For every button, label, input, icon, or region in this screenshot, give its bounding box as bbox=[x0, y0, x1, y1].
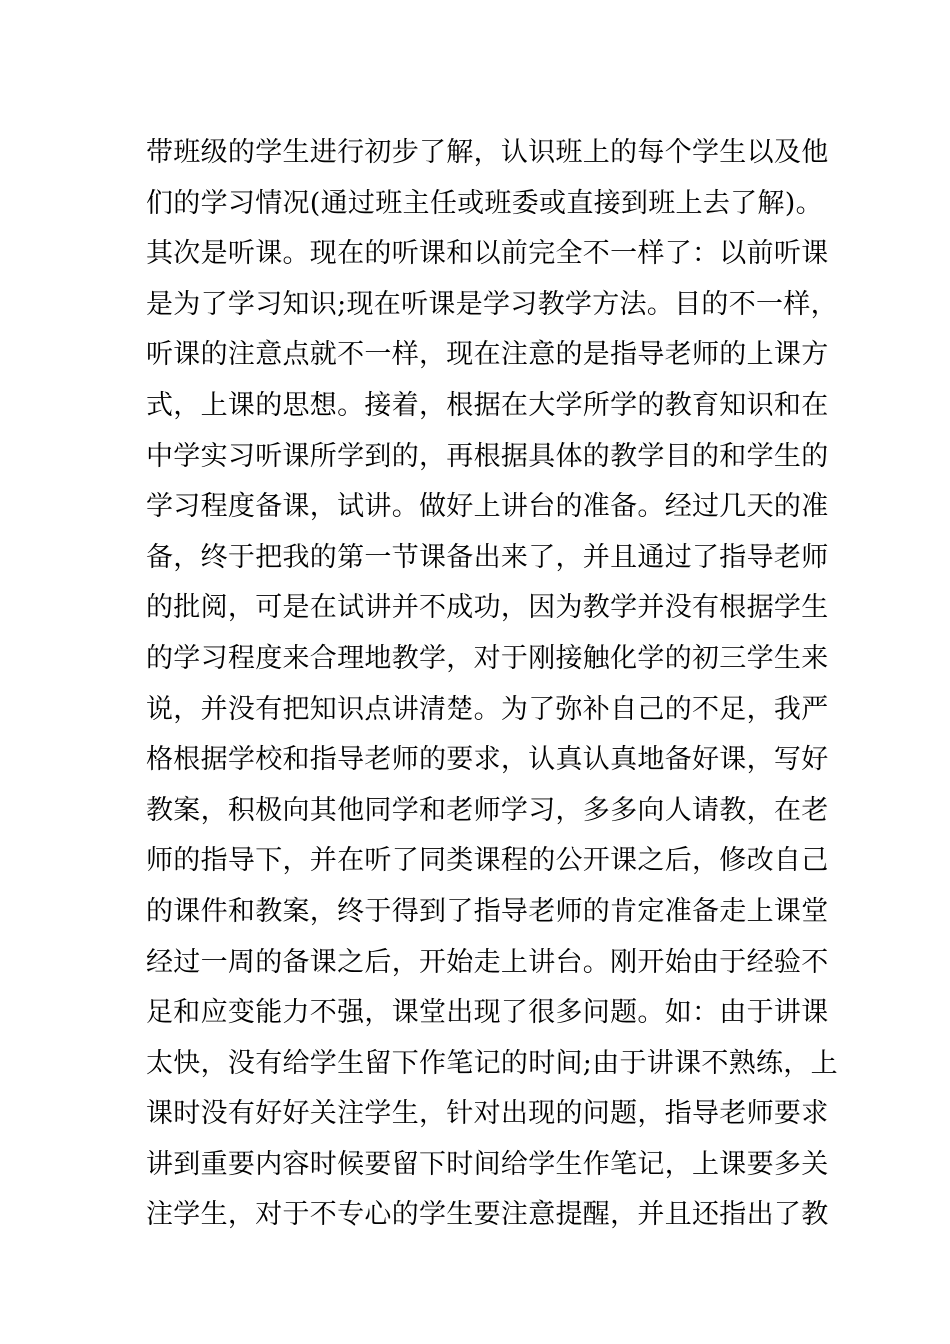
text-line: 经过一周的备课之后，开始走上讲台。刚开始由于经验不 bbox=[146, 946, 829, 978]
text-line: 的课件和教案，终于得到了指导老师的肯定准备走上课堂 bbox=[146, 895, 829, 927]
text-line: 教案，积极向其他同学和老师学习，多多向人请教，在老 bbox=[146, 794, 829, 826]
text-line: 师的指导下，并在听了同类课程的公开课之后，修改自己 bbox=[146, 845, 829, 877]
text-line: 中学实习听课所学到的，再根据具体的教学目的和学生的 bbox=[146, 440, 829, 472]
text-line: 式，上课的思想。接着，根据在大学所学的教育知识和在 bbox=[146, 389, 829, 421]
text-line: 格根据学校和指导老师的要求，认真认真地备好课，写好 bbox=[146, 744, 829, 776]
text-line: 课时没有好好关注学生，针对出现的问题，指导老师要求 bbox=[146, 1098, 829, 1130]
text-line: 其次是听课。现在的听课和以前完全不一样了：以前听课 bbox=[146, 238, 829, 270]
text-line: 足和应变能力不强，课堂出现了很多问题。如：由于讲课 bbox=[146, 997, 829, 1029]
text-line: 们的学习情况(通过班主任或班委或直接到班上去了解)。 bbox=[146, 187, 823, 219]
text-line: 的批阅，可是在试讲并不成功，因为教学并没有根据学生 bbox=[146, 592, 829, 624]
text-line: 说，并没有把知识点讲清楚。为了弥补自己的不足，我严 bbox=[146, 693, 829, 725]
text-line: 是为了学习知识;现在听课是学习教学方法。目的不一样， bbox=[146, 288, 838, 320]
text-line: 注学生，对于不专心的学生要注意提醒，并且还指出了教 bbox=[146, 1199, 829, 1231]
text-line: 听课的注意点就不一样，现在注意的是指导老师的上课方 bbox=[146, 339, 829, 371]
text-line: 讲到重要内容时候要留下时间给学生作笔记，上课要多关 bbox=[146, 1148, 829, 1180]
text-line: 的学习程度来合理地教学，对于刚接触化学的初三学生来 bbox=[146, 642, 829, 674]
text-line: 学习程度备课，试讲。做好上讲台的准备。经过几天的准 bbox=[146, 491, 829, 523]
text-line: 太快，没有给学生留下作笔记的时间;由于讲课不熟练，上 bbox=[146, 1047, 838, 1079]
text-line: 带班级的学生进行初步了解，认识班上的每个学生以及他 bbox=[146, 137, 829, 168]
body-text bbox=[146, 128, 838, 1241]
text-line: 备，终于把我的第一节课备出来了，并且通过了指导老师 bbox=[146, 541, 829, 573]
